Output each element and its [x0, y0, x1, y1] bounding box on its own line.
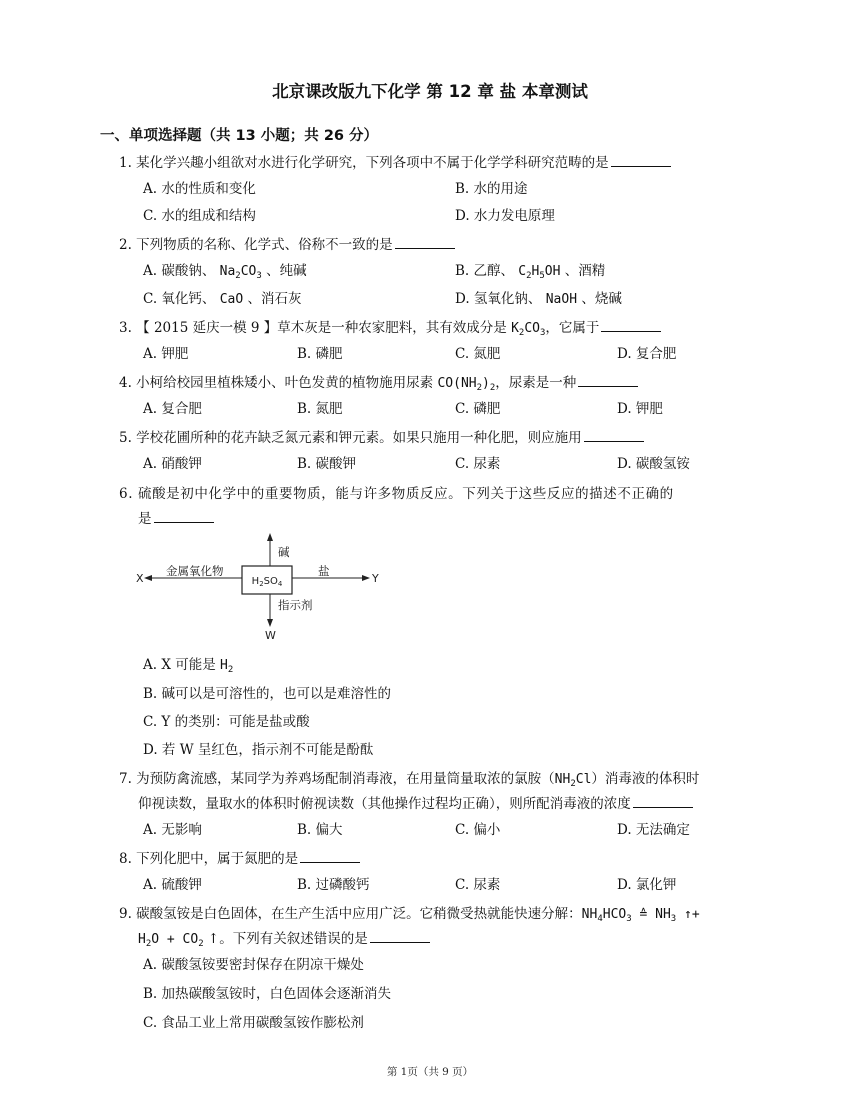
question-6-stem: 6. 硫酸是初中化学中的重要物质，能与许多物质反应。下列关于这些反应的描述不正确的 [119, 486, 674, 502]
q1-option-b[interactable]: B. 水的用途 [455, 181, 528, 197]
question-1-stem: 1. 某化学兴趣小组欲对水进行化学研究，下列各项中不属于化学学科研究范畴的是 [119, 154, 671, 172]
q4-option-a[interactable]: A. 复合肥 [143, 401, 202, 417]
q4-option-c[interactable]: C. 磷肥 [455, 401, 501, 417]
left-arrow-label: 金属氧化物 [166, 564, 224, 578]
answer-blank[interactable] [370, 930, 430, 943]
page-footer: 第 1页（共 9 页） [386, 1066, 474, 1078]
q2-option-a[interactable]: A. 碳酸钠、 $Na_2CO_3$ 、纯碱 [143, 263, 307, 281]
q5-option-b[interactable]: B. 碳酸钾 [297, 456, 357, 472]
q2-option-b[interactable]: B. 乙醇、 $C_2H_5OH$ 、酒精 [455, 263, 606, 281]
question-9-stem-cont: $H_2O + CO_2$ ↑。下列有关叙述错误的是 [138, 930, 430, 953]
q5-option-a[interactable]: A. 硝酸钾 [143, 456, 202, 472]
q6-option-c[interactable]: C. Y 的类别：可能是盐或酸 [143, 714, 310, 730]
page-title: 北京课改版九下化学 第 12 章 盐 本章测试 [272, 82, 588, 101]
q5-option-d[interactable]: D. 碳酸氢铵 [617, 456, 690, 472]
q3-option-a[interactable]: A. 钾肥 [143, 346, 189, 362]
q7-option-b[interactable]: B. 偏大 [297, 822, 343, 838]
q7-option-c[interactable]: C. 偏小 [455, 822, 501, 838]
question-3-stem: 3. 【 2015 延庆一模 9 】草木灰是一种农家肥料，其有效成分是 $K_2CO_3$，它属于 [119, 319, 661, 342]
q3-option-d[interactable]: D. 复合肥 [617, 346, 677, 362]
question-5-stem: 5. 学校花圃所种的花卉缺乏氮元素和钾元素。如果只施用一种化肥，则应施用 [119, 429, 644, 447]
q6-option-b[interactable]: B. 碱可以是可溶性的，也可以是难溶性的 [143, 686, 392, 702]
answer-blank[interactable] [154, 510, 214, 523]
answer-blank[interactable] [300, 850, 360, 863]
right-arrow-label: 盐 [318, 564, 330, 578]
bottom-arrow-label: 指示剂 [278, 598, 313, 612]
answer-blank[interactable] [611, 154, 671, 167]
q1-option-a[interactable]: A. 水的性质和变化 [143, 181, 256, 197]
q3-option-b[interactable]: B. 磷肥 [297, 346, 343, 362]
q7-option-d[interactable]: D. 无法确定 [617, 822, 690, 838]
question-2-stem: 2. 下列物质的名称、化学式、俗称不一致的是 [119, 236, 455, 254]
q9-option-c[interactable]: C. 食品工业上常用碳酸氢铵作膨松剂 [143, 1015, 364, 1031]
q1-option-d[interactable]: D. 水力发电原理 [455, 208, 555, 224]
q2-option-d[interactable]: D. 氢氧化钠、 NaOH 、烧碱 [455, 291, 622, 307]
q2-option-c[interactable]: C. 氧化钙、 CaO 、消石灰 [143, 291, 302, 307]
answer-blank[interactable] [601, 319, 661, 332]
q3-option-c[interactable]: C. 氮肥 [455, 346, 501, 362]
answer-blank[interactable] [584, 429, 644, 442]
section-title: 一、单项选择题（共 13 小题；共 26 分） [100, 128, 379, 144]
question-7-stem: 7. 为预防禽流感，某同学为养鸡场配制消毒液，在用量筒量取浓的氯胺$(NH_2Cl)$消毒液的体积时 [119, 771, 700, 789]
q9-option-a[interactable]: A. 碳酸氢铵要密封保存在阴凉干燥处 [143, 957, 364, 973]
q4-option-b[interactable]: B. 氮肥 [297, 401, 343, 417]
answer-blank[interactable] [395, 236, 455, 249]
left-end-label: X [136, 572, 144, 585]
q8-option-b[interactable]: B. 过磷酸钙 [297, 877, 370, 893]
answer-blank[interactable] [633, 795, 693, 808]
q8-option-c[interactable]: C. 尿素 [455, 877, 501, 893]
bottom-end-label: W [265, 629, 276, 642]
q8-option-d[interactable]: D. 氯化钾 [617, 877, 677, 893]
answer-blank[interactable] [578, 374, 638, 387]
q6-option-a[interactable]: A. X 可能是 $H_2$ [143, 657, 234, 675]
q8-option-a[interactable]: A. 硫酸钾 [143, 877, 202, 893]
question-8-stem: 8. 下列化肥中，属于氮肥的是 [119, 850, 360, 868]
q9-option-b[interactable]: B. 加热碳酸氢铵时，白色固体会逐渐消失 [143, 986, 392, 1002]
question-9-stem: 9. 碳酸氢铵是白色固体，在生产生活中应用广泛。它稍微受热就能快速分解：$NH_4HCO_3$ ≙ $NH_3$ ↑+ [119, 906, 700, 924]
sulfuric-acid-reaction-diagram [132, 533, 392, 643]
top-arrow-label: 碱 [278, 545, 290, 559]
right-end-label: Y [372, 572, 379, 585]
q7-option-a[interactable]: A. 无影响 [143, 822, 202, 838]
question-4-stem: 4. 小柯给校园里植株矮小、叶色发黄的植物施用尿素 $CO(NH_2)_2$，尿素是一种 [119, 374, 638, 397]
center-formula: $H_2SO_4$ [251, 576, 283, 588]
q6-option-d[interactable]: D. 若 W 呈红色，指示剂不可能是酚酞 [143, 742, 374, 758]
q5-option-c[interactable]: C. 尿素 [455, 456, 501, 472]
q1-option-c[interactable]: C. 水的组成和结构 [143, 208, 256, 224]
q4-option-d[interactable]: D. 钾肥 [617, 401, 663, 417]
question-6-stem-cont: 是 [138, 510, 214, 528]
question-7-stem-cont: 仰视读数，量取水的体积时俯视读数（其他操作过程均正确），则所配消毒液的浓度 [138, 795, 693, 813]
